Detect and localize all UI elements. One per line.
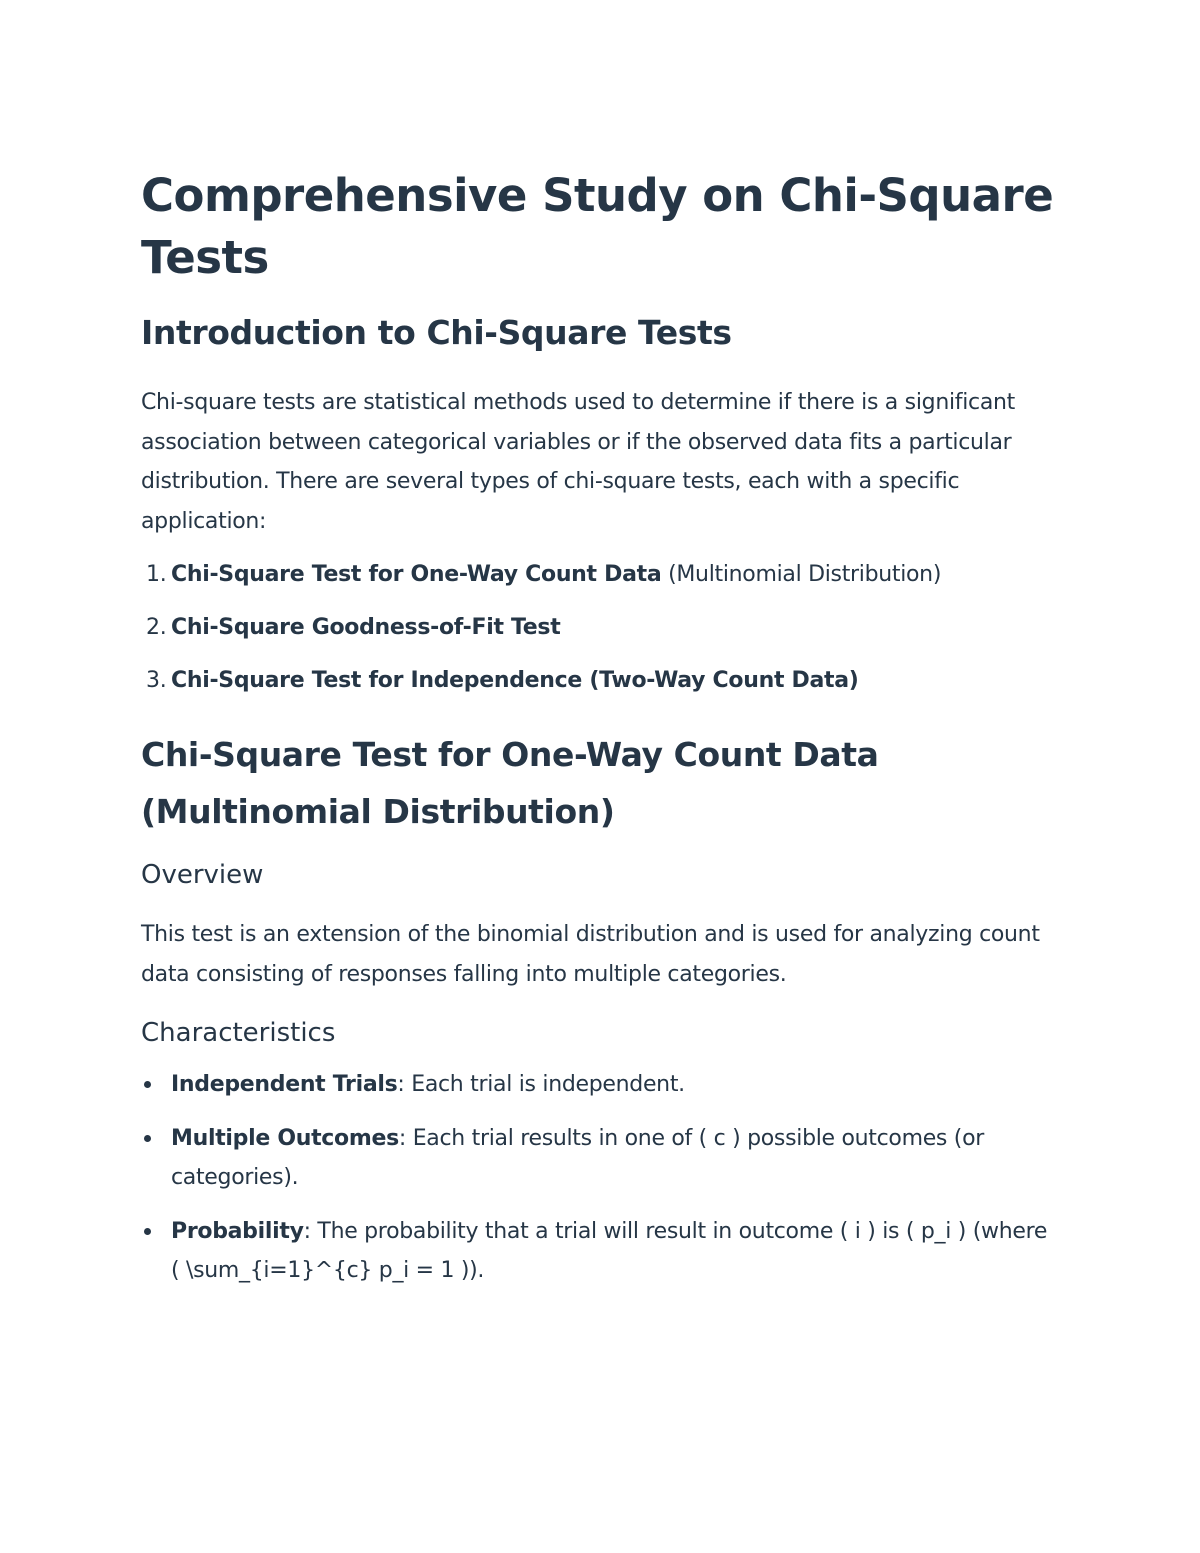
list-item (141, 608, 1061, 647)
test-types-list (141, 555, 1061, 700)
list-number: 3. (146, 668, 167, 693)
characteristic-description: : Each trial is independent. (397, 1072, 685, 1097)
characteristic-term: Probability (171, 1218, 304, 1244)
intro-paragraph: Chi-square tests are statistical methods used to determine if there is a significant association between categorical variables or if the observed data fits a particular distribution. There are several types of chi-square tests, each with a specific application: (141, 390, 1015, 534)
document-title: Comprehensive Study on Chi-Square Tests (141, 169, 1054, 284)
list-item (141, 1065, 1061, 1105)
characteristic-description: : Each trial results in one of ( c ) possible outcomes (or categories). (171, 1125, 984, 1190)
overview-heading: Overview (141, 860, 264, 890)
list-item-bold: Chi-Square Test for Independence (Two-Way Count Data) (171, 668, 859, 693)
characteristics-list (141, 1065, 1061, 1291)
characteristic-description: : The probability that a trial will result in outcome ( i ) is ( p_i ) (where ( \sum_{i=1}^{c} p_i = 1 )). (171, 1218, 1048, 1283)
bullet-icon (144, 1081, 151, 1088)
characteristics-heading: Characteristics (141, 1018, 336, 1048)
intro-heading: Introduction to Chi-Square Tests (141, 313, 732, 352)
list-number: 1. (146, 562, 167, 587)
list-item-bold: Chi-Square Goodness-of-Fit Test (171, 615, 561, 640)
document-page (141, 165, 1061, 1305)
bullet-icon (144, 1135, 151, 1142)
characteristic-term: Independent Trials (171, 1072, 398, 1097)
list-item (141, 1212, 1061, 1291)
section-heading: Chi-Square Test for One-Way Count Data (Multinomial Distribution) (141, 735, 879, 831)
list-item-bold: Chi-Square Test for One-Way Count Data (171, 562, 662, 587)
bullet-icon (144, 1228, 151, 1235)
list-item-rest: (Multinomial Distribution) (661, 562, 942, 587)
characteristic-term: Multiple Outcomes (171, 1125, 399, 1151)
list-number: 2. (146, 615, 167, 640)
list-item (141, 661, 1061, 700)
overview-paragraph: This test is an extension of the binomial distribution and is used for analyzing count data consisting of responses falling into multiple categories. (141, 922, 1040, 987)
list-item (141, 1119, 1061, 1198)
list-item (141, 555, 1061, 594)
